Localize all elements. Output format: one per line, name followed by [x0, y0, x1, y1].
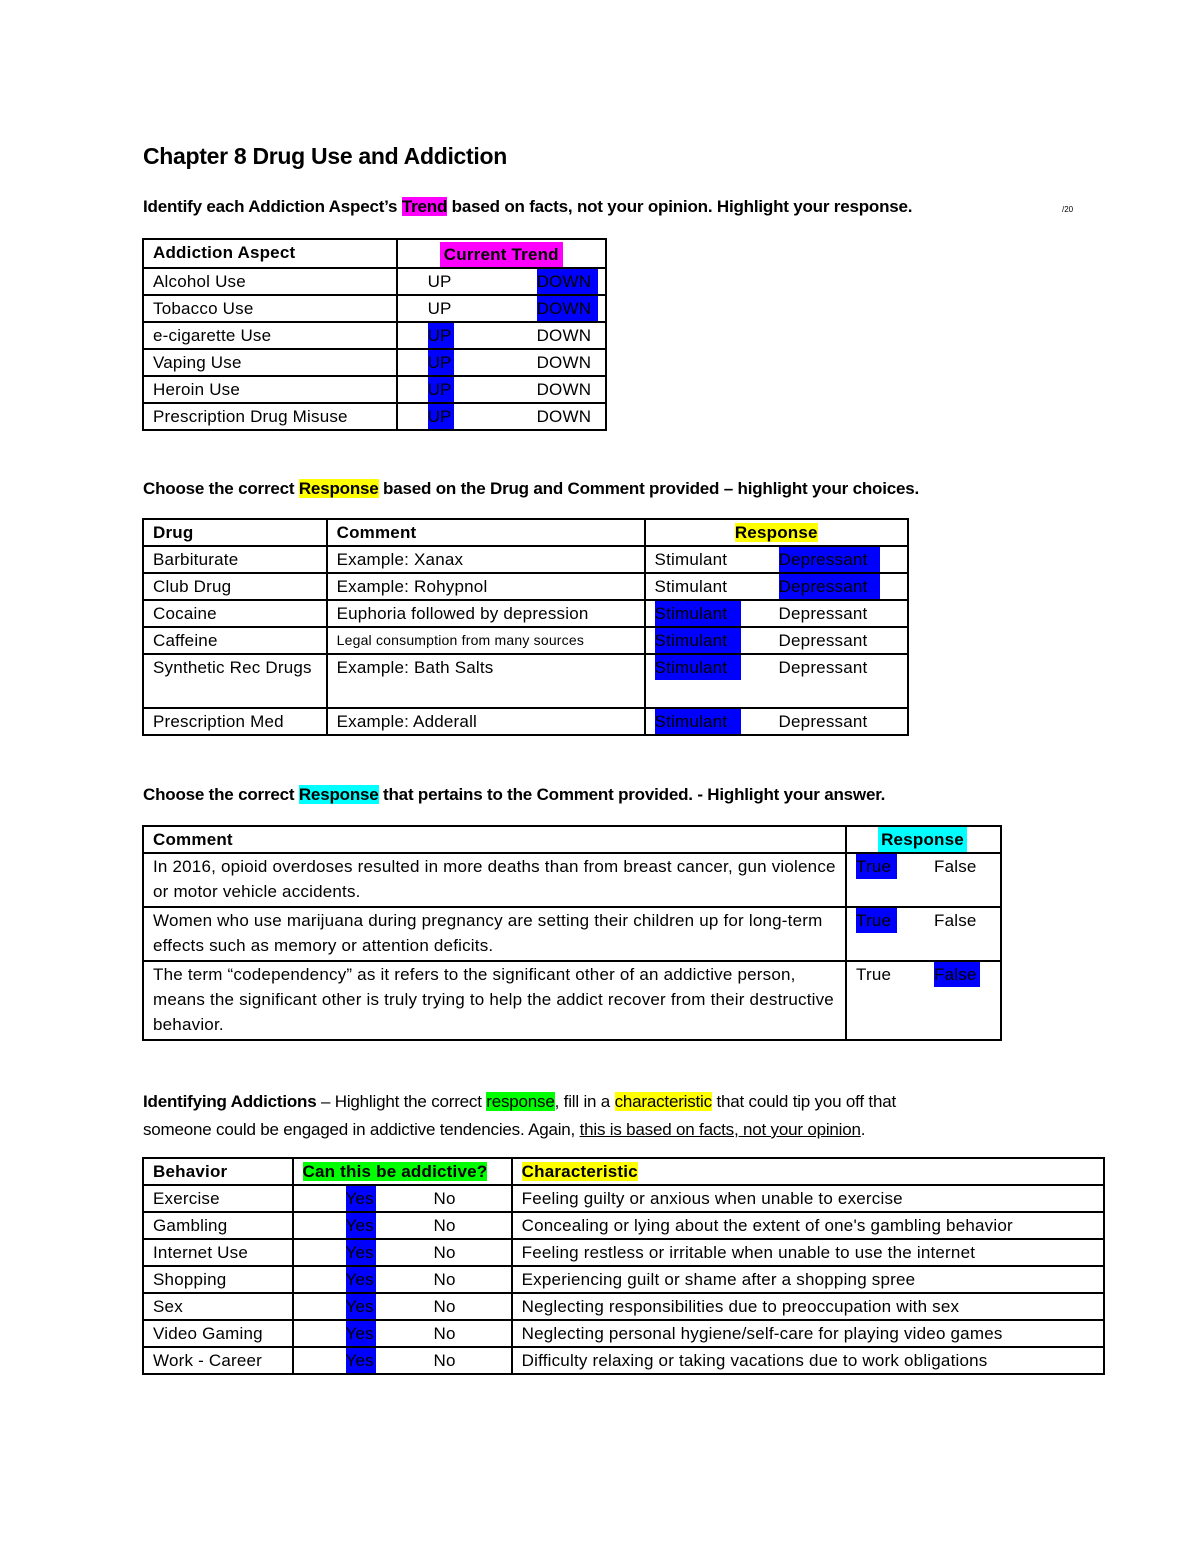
option-no[interactable]: No [433, 1324, 456, 1343]
comment-cell: Euphoria followed by depression [327, 600, 645, 627]
table-row [143, 268, 606, 295]
characteristic-cell[interactable]: Neglecting responsibilities due to preoccupation with sex [512, 1293, 1104, 1320]
option-down[interactable]: DOWN [537, 296, 598, 321]
option-true[interactable]: True [856, 908, 897, 933]
header-trend: Current Trend [397, 239, 606, 268]
characteristic-highlight: characteristic [614, 1092, 712, 1111]
option-up[interactable]: UP [428, 323, 454, 348]
aspect-cell: Prescription Drug Misuse [143, 403, 397, 430]
table-row [143, 1212, 1104, 1239]
trend-highlight: Trend [401, 197, 448, 216]
trend-table [142, 238, 607, 431]
characteristic-cell[interactable]: Difficulty relaxing or taking vacations due to work obligations [512, 1347, 1104, 1374]
comment-cell: Example: Xanax [327, 546, 645, 573]
option-down[interactable]: DOWN [536, 407, 592, 426]
response-options [645, 546, 908, 573]
header-response: Response [645, 519, 908, 546]
behavior-cell: Shopping [143, 1266, 293, 1293]
option-stimulant[interactable]: Stimulant [655, 655, 741, 680]
option-no[interactable]: No [433, 1351, 456, 1370]
yes-no-options [293, 1185, 512, 1212]
response-options [645, 600, 908, 627]
option-depressant[interactable]: Depressant [778, 604, 868, 623]
table-row [143, 1320, 1104, 1347]
table-row [143, 1185, 1104, 1212]
table-row [143, 573, 908, 600]
option-yes[interactable]: Yes [346, 1213, 376, 1238]
true-false-options [846, 961, 1001, 1040]
drug-cell: Cocaine [143, 600, 327, 627]
option-yes[interactable]: Yes [346, 1321, 376, 1346]
true-false-options [846, 853, 1001, 907]
response-options [645, 654, 908, 708]
table-row [143, 600, 908, 627]
header-drug: Drug [143, 519, 327, 546]
aspect-cell: Alcohol Use [143, 268, 397, 295]
table-row [143, 403, 606, 430]
characteristic-cell[interactable]: Feeling guilty or anxious when unable to exercise [512, 1185, 1104, 1212]
table-row [143, 546, 908, 573]
trend-options [397, 376, 606, 403]
comment-cell: Legal consumption from many sources [327, 627, 645, 654]
option-no[interactable]: No [433, 1216, 456, 1235]
option-down[interactable]: DOWN [536, 380, 592, 399]
option-true[interactable]: True [856, 854, 897, 879]
yes-no-options [293, 1347, 512, 1374]
table-row [143, 1239, 1104, 1266]
option-false[interactable]: False [934, 911, 977, 930]
option-yes[interactable]: Yes [346, 1240, 376, 1265]
header-characteristic: Characteristic [512, 1158, 1104, 1185]
points-label: /20 [1062, 205, 1074, 214]
aspect-cell: e-cigarette Use [143, 322, 397, 349]
table-row [143, 1347, 1104, 1374]
option-yes[interactable]: Yes [346, 1294, 376, 1319]
behavior-cell: Exercise [143, 1185, 293, 1212]
drug-cell: Caffeine [143, 627, 327, 654]
section1-instructions: Identify each Addiction Aspect’s Trend based on facts, not your opinion. Highlight your response. [143, 197, 913, 216]
option-no[interactable]: No [433, 1297, 456, 1316]
option-depressant[interactable]: Depressant [778, 658, 868, 677]
option-no[interactable]: No [433, 1189, 456, 1208]
comment-table [142, 825, 1002, 1041]
response-options [645, 708, 908, 735]
option-no[interactable]: No [433, 1243, 456, 1262]
option-down[interactable]: DOWN [537, 269, 598, 294]
behavior-cell: Internet Use [143, 1239, 293, 1266]
table-row [143, 907, 1001, 961]
characteristic-cell[interactable]: Neglecting personal hygiene/self-care for playing video games [512, 1320, 1104, 1347]
section3-instructions: Choose the correct Response that pertains to the Comment provided. - Highlight your answer. [143, 785, 886, 804]
behavior-table [142, 1157, 1105, 1375]
table-row [143, 1293, 1104, 1320]
trend-options [397, 349, 606, 376]
drug-cell: Barbiturate [143, 546, 327, 573]
option-true[interactable]: True [856, 965, 892, 984]
table-row [143, 961, 1001, 1040]
option-no[interactable]: No [433, 1270, 456, 1289]
option-depressant[interactable]: Depressant [778, 631, 868, 650]
option-down[interactable]: DOWN [536, 353, 592, 372]
option-up[interactable]: UP [428, 404, 454, 429]
option-stimulant[interactable]: Stimulant [655, 628, 741, 653]
comment-cell: In 2016, opioid overdoses resulted in more deaths than from breast cancer, gun violence or motor vehicle accidents. [143, 853, 846, 907]
table-row [143, 322, 606, 349]
section2-instructions: Choose the correct Response based on the Drug and Comment provided – highlight your choices. [143, 479, 920, 498]
header-comment: Comment [327, 519, 645, 546]
trend-options [397, 322, 606, 349]
yes-no-options [293, 1239, 512, 1266]
aspect-cell: Tobacco Use [143, 295, 397, 322]
header-behavior: Behavior [143, 1158, 293, 1185]
option-yes[interactable]: Yes [346, 1267, 376, 1292]
option-yes[interactable]: Yes [346, 1348, 376, 1373]
characteristic-cell[interactable]: Experiencing guilt or shame after a shopping spree [512, 1266, 1104, 1293]
behavior-cell: Video Gaming [143, 1320, 293, 1347]
option-stimulant[interactable]: Stimulant [655, 601, 741, 626]
section4-instructions: Identifying Addictions – Highlight the correct response, fill in a characteristic that could tip you off that someone could be engaged in addictive tendencies. Again, this is based on facts, not your opinion. [143, 1092, 896, 1139]
trend-options [397, 403, 606, 430]
option-depressant[interactable]: Depressant [778, 712, 868, 731]
page-title: Chapter 8 Drug Use and Addiction [143, 143, 507, 169]
option-depressant[interactable]: Depressant [779, 574, 880, 599]
option-stimulant[interactable]: Stimulant [655, 709, 741, 734]
yes-no-options [293, 1212, 512, 1239]
option-up[interactable]: UP [428, 350, 454, 375]
comment-cell: Women who use marijuana during pregnancy are setting their children up for long-term effects such as memory or attention deficits. [143, 907, 846, 961]
yes-no-options [293, 1266, 512, 1293]
drug-table [142, 518, 909, 736]
comment-cell: Example: Rohypnol [327, 573, 645, 600]
option-false[interactable]: False [934, 857, 977, 876]
table-row [143, 708, 908, 735]
table-row [143, 376, 606, 403]
response-options [645, 627, 908, 654]
option-yes[interactable]: Yes [346, 1186, 376, 1211]
response-highlight-green: response [486, 1092, 555, 1111]
response-highlight-cyan: Response [298, 785, 379, 804]
table-row [143, 853, 1001, 907]
trend-options [397, 295, 606, 322]
comment-cell: The term “codependency” as it refers to the significant other of an addictive person, means the significant other is truly trying to help the addict recover from their destructive behavior. [143, 961, 846, 1040]
table-row [143, 1266, 1104, 1293]
option-up[interactable]: UP [428, 377, 454, 402]
aspect-cell: Heroin Use [143, 376, 397, 403]
option-up[interactable]: UP [427, 272, 452, 291]
characteristic-cell[interactable]: Concealing or lying about the extent of one's gambling behavior [512, 1212, 1104, 1239]
table-row [143, 349, 606, 376]
trend-options [397, 268, 606, 295]
header-response3: Response [846, 826, 1001, 853]
option-up[interactable]: UP [427, 299, 452, 318]
option-stimulant[interactable]: Stimulant [654, 577, 728, 596]
characteristic-cell[interactable]: Feeling restless or irritable when unable to use the internet [512, 1239, 1104, 1266]
table-row [143, 627, 908, 654]
table-row [143, 654, 908, 708]
behavior-cell: Sex [143, 1293, 293, 1320]
drug-cell: Synthetic Rec Drugs [143, 654, 327, 708]
yes-no-options [293, 1293, 512, 1320]
table-row [143, 295, 606, 322]
drug-cell: Prescription Med [143, 708, 327, 735]
header-comment3: Comment [143, 826, 846, 853]
comment-cell: Example: Adderall [327, 708, 645, 735]
response-highlight-yellow: Response [298, 479, 379, 498]
behavior-cell: Gambling [143, 1212, 293, 1239]
comment-cell: Example: Bath Salts [327, 654, 645, 708]
behavior-cell: Work - Career [143, 1347, 293, 1374]
header-addictive: Can this be addictive? [293, 1158, 512, 1185]
option-down[interactable]: DOWN [536, 326, 592, 345]
response-options [645, 573, 908, 600]
true-false-options [846, 907, 1001, 961]
yes-no-options [293, 1320, 512, 1347]
drug-cell: Club Drug [143, 573, 327, 600]
aspect-cell: Vaping Use [143, 349, 397, 376]
option-depressant[interactable]: Depressant [779, 547, 880, 572]
option-false[interactable]: False [934, 962, 980, 987]
option-stimulant[interactable]: Stimulant [654, 550, 728, 569]
header-aspect: Addiction Aspect [143, 239, 397, 268]
